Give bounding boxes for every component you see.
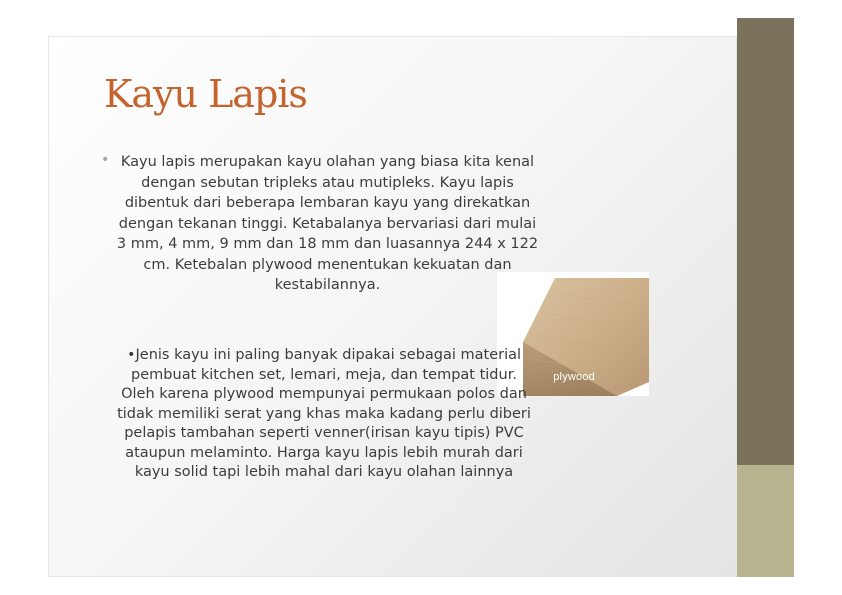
slide-title: Kayu Lapis [104,72,307,116]
accent-band-dark [737,18,794,465]
accent-band-light [737,465,794,577]
body-paragraph-1: Kayu lapis merupakan kayu olahan yang biasa kita kenal dengan sebutan tripleks atau mutipleks. Kayu lapis dibentuk dari beberapa lembaran kayu yang direkatkan dengan tekanan tinggi. Ketabalanya bervariasi dari mulai 3 mm, 4 mm, 9 mm dan 18 mm dan luasannya 244 x 122 cm. Ketebalan plywood menentukan kekuatan dan kestabilannya. [116,154,539,293]
image-label: plywood [553,371,595,383]
body-paragraph-2: •Jenis kayu ini paling banyak dipakai sebagai material pembuat kitchen set, lemari, meja, dan tempat tidur. Oleh karena plywood mempunyai permukaan polos dan tidak memiliki serat yang khas maka kadang perlu diberi pelapis tambahan seperti venner(irisan kayu tipis) PVC ataupun melaminto. Harga kayu lapis lebih murah dari kayu solid tapi lebih mahal dari kayu olahan lainnya [117,347,531,480]
bullet-marker: • [101,152,110,168]
